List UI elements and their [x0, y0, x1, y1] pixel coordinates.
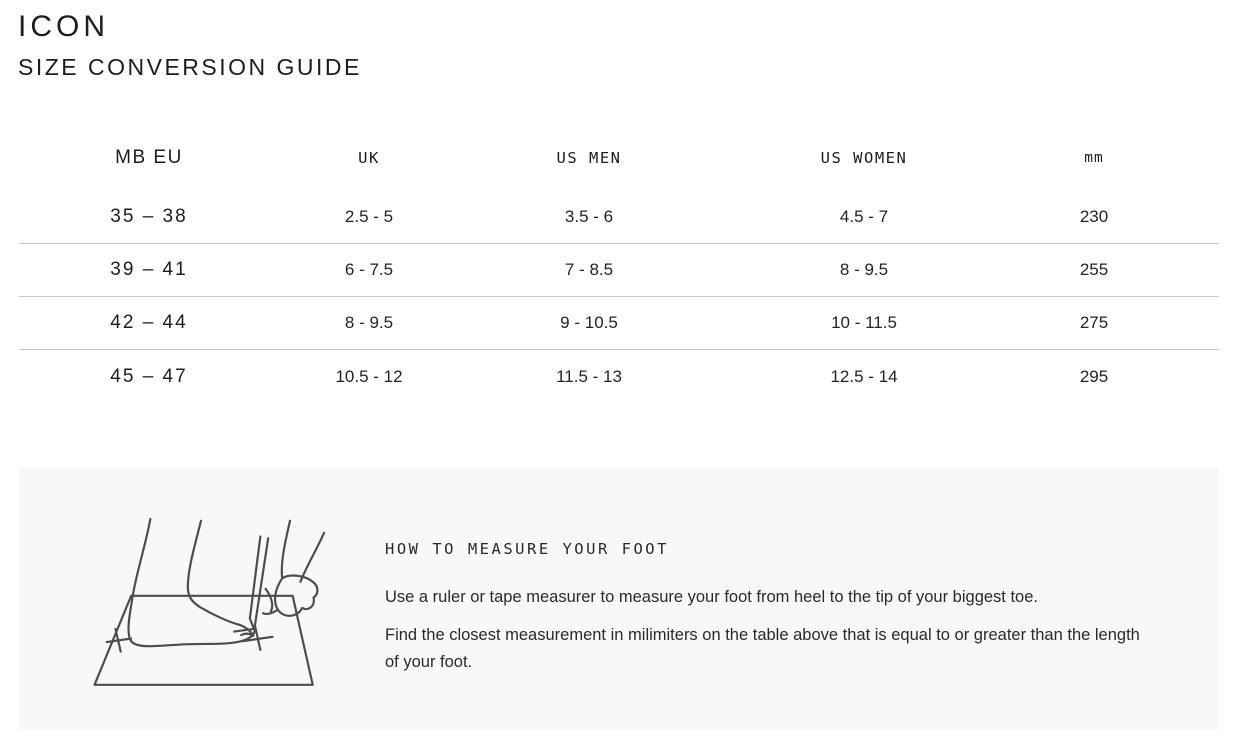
cell-us-men: 3.5 - 6	[564, 207, 614, 226]
cell-mm: 275	[1079, 313, 1109, 332]
cell-us-women: 10 - 11.5	[831, 313, 897, 332]
measure-instructions	[385, 540, 1145, 687]
cell-us-women: 4.5 - 7	[839, 207, 889, 226]
cell-us-men: 7 - 8.5	[564, 260, 614, 279]
column-header-uk: UK	[358, 148, 380, 167]
column-header-us-men: US MEN	[556, 148, 622, 167]
cell-uk: 2.5 - 5	[344, 207, 394, 226]
size-conversion-table	[19, 124, 1219, 403]
cell-us-women: 12.5 - 14	[830, 366, 898, 386]
arm	[300, 533, 324, 582]
column-header-us-women: US WOMEN	[820, 148, 908, 167]
measure-heading: HOW TO MEASURE YOUR FOOT	[385, 540, 669, 558]
measure-instruction: Find the closest measurement in milimiters on the table above that is equal to or greater than the length of your foot.	[385, 626, 1140, 671]
cell-us-men: 11.5 - 13	[556, 366, 622, 386]
arm	[282, 521, 290, 579]
foot-measurement-illustration	[67, 512, 335, 704]
table-row	[19, 350, 1219, 403]
cell-mb-eu: 42 – 44	[110, 312, 188, 333]
table-header-row	[19, 124, 1219, 191]
how-to-measure-panel	[19, 468, 1219, 731]
foot-outline	[129, 519, 255, 646]
cell-mm: 295	[1079, 366, 1109, 386]
toe-detail	[241, 634, 252, 635]
column-header-mm: mm	[1084, 149, 1104, 166]
cell-us-men: 9 - 10.5	[560, 313, 618, 332]
table-row	[19, 244, 1219, 297]
cell-mb-eu: 39 – 41	[110, 259, 188, 280]
cell-mm: 230	[1079, 207, 1109, 226]
cell-mb-eu: 45 – 47	[110, 365, 188, 387]
table-row	[19, 297, 1219, 350]
page-header	[18, 9, 362, 81]
thumb	[266, 589, 273, 612]
cell-us-women: 8 - 9.5	[839, 260, 889, 279]
cell-mm: 255	[1079, 260, 1109, 279]
column-header-mb-eu: MB EU	[115, 146, 183, 168]
cell-uk: 10.5 - 12	[335, 366, 403, 386]
measure-instruction: Use a ruler or tape measurer to measure your foot from heel to the tip of your biggest toe.	[385, 588, 1038, 606]
cell-mb-eu: 35 – 38	[110, 206, 188, 227]
page-title: ICON	[18, 10, 109, 43]
page-subtitle: SIZE CONVERSION GUIDE	[18, 54, 362, 80]
table-row	[19, 191, 1219, 244]
cell-uk: 6 - 7.5	[344, 260, 394, 279]
cell-uk: 8 - 9.5	[344, 313, 394, 332]
foot-instep	[188, 521, 239, 625]
